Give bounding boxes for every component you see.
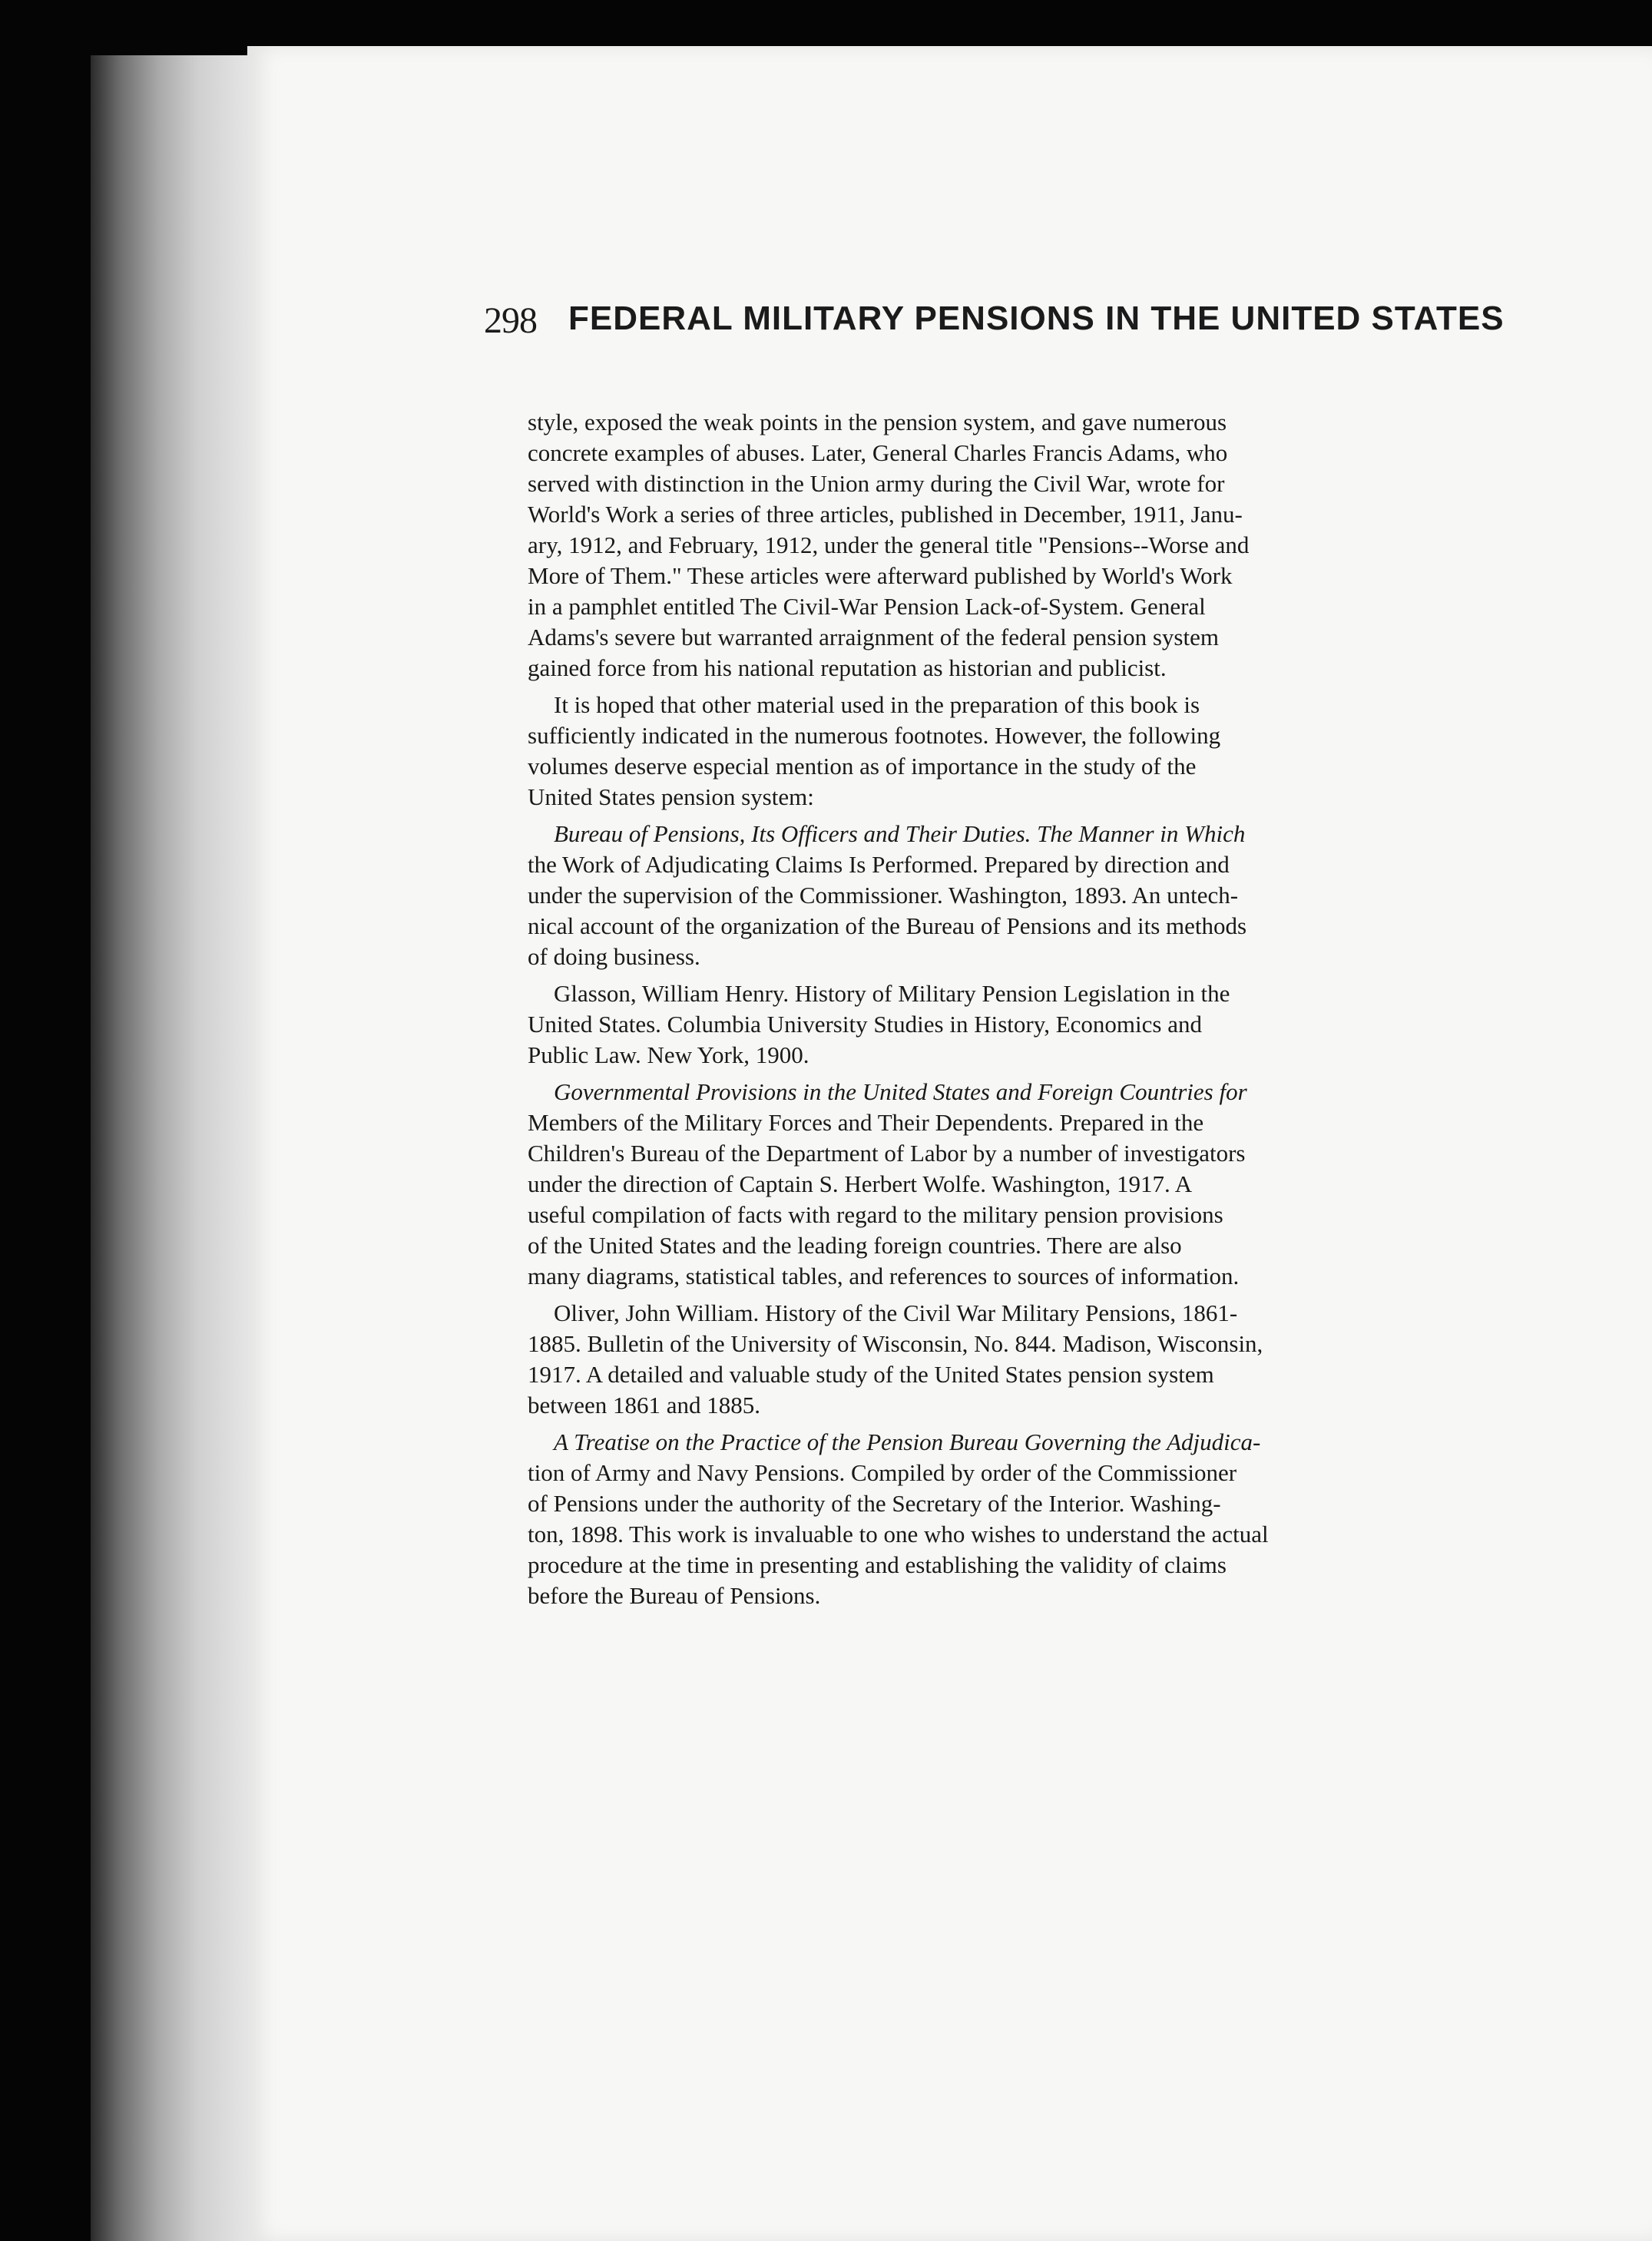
text-line: in a pamphlet entitled The Civil-War Pension Lack-of-System. General <box>528 593 1206 620</box>
continued-paragraph <box>528 407 1652 684</box>
text-line: United States pension system: <box>528 783 814 810</box>
text-line: concrete examples of abuses. Later, General Charles Francis Adams, who <box>528 439 1228 466</box>
text-line: Oliver, John William. History of the Civil War Military Pensions, 1861- <box>554 1299 1238 1326</box>
text-line: gained force from his national reputation as historian and publicist. <box>528 654 1167 681</box>
text-line: Children's Bureau of the Department of Labor by a number of investigators <box>528 1140 1246 1167</box>
bibliography-entry-oliver <box>528 1298 1652 1421</box>
text-line: A Treatise on the Practice of the Pension Bureau Governing the Adjudica- <box>554 1428 1261 1455</box>
text-line: Bureau of Pensions, Its Officers and Their Duties. The Manner in Which <box>554 820 1246 847</box>
page-header <box>484 300 1651 361</box>
text-line: Governmental Provisions in the United States and Foreign Countries for <box>554 1078 1247 1105</box>
running-title: FEDERAL MILITARY PENSIONS IN THE UNITED STATES <box>568 300 1505 337</box>
text-line: World's Work a series of three articles, published in December, 1911, Janu- <box>528 501 1243 528</box>
bibliography-entry-glasson <box>528 978 1652 1071</box>
text-line: of Pensions under the authority of the Secretary of the Interior. Washing- <box>528 1490 1221 1517</box>
intro-paragraph <box>528 690 1652 813</box>
bibliography-entry-governmental-provisions <box>528 1077 1652 1292</box>
text-line: It is hoped that other material used in the preparation of this book is <box>554 691 1200 718</box>
text-line: Public Law. New York, 1900. <box>528 1041 809 1068</box>
text-line: nical account of the organization of the Bureau of Pensions and its methods <box>528 912 1247 939</box>
book-binding-shadow <box>91 55 252 2241</box>
text-line: of doing business. <box>528 943 700 970</box>
text-line: under the supervision of the Commissioner. Washington, 1893. An untech- <box>528 882 1239 909</box>
bibliography-entry-bureau-of-pensions <box>528 819 1652 972</box>
text-line: under the direction of Captain S. Herbert Wolfe. Washington, 1917. A <box>528 1170 1193 1197</box>
scanned-book-page <box>247 46 1652 2241</box>
page-body-text <box>528 407 1652 1617</box>
text-line: useful compilation of facts with regard to the military pension provisions <box>528 1201 1223 1228</box>
text-line: United States. Columbia University Studies in History, Economics and <box>528 1011 1202 1038</box>
text-line: of the United States and the leading foreign countries. There are also <box>528 1232 1182 1259</box>
text-line: between 1861 and 1885. <box>528 1392 761 1418</box>
text-line: Members of the Military Forces and Their Dependents. Prepared in the <box>528 1109 1204 1136</box>
text-line: More of Them." These articles were afterward published by World's Work <box>528 562 1233 589</box>
text-line: Glasson, William Henry. History of Military Pension Legislation in the <box>554 980 1230 1007</box>
bibliography-entry-treatise <box>528 1427 1652 1611</box>
text-line: the Work of Adjudicating Claims Is Performed. Prepared by direction and <box>528 851 1230 878</box>
text-line: ton, 1898. This work is invaluable to one who wishes to understand the actual <box>528 1521 1269 1548</box>
text-line: volumes deserve especial mention as of importance in the study of the <box>528 753 1197 780</box>
text-line: many diagrams, statistical tables, and references to sources of information. <box>528 1263 1240 1289</box>
text-line: served with distinction in the Union army during the Civil War, wrote for <box>528 470 1225 497</box>
text-line: style, exposed the weak points in the pension system, and gave numerous <box>528 409 1227 435</box>
text-line: ary, 1912, and February, 1912, under the general title "Pensions--Worse and <box>528 531 1250 558</box>
text-line: 1917. A detailed and valuable study of the United States pension system <box>528 1361 1214 1388</box>
page-number: 298 <box>484 300 537 341</box>
text-line: before the Bureau of Pensions. <box>528 1582 821 1609</box>
text-line: tion of Army and Navy Pensions. Compiled by order of the Commissioner <box>528 1459 1237 1486</box>
text-line: sufficiently indicated in the numerous footnotes. However, the following <box>528 722 1221 749</box>
text-line: 1885. Bulletin of the University of Wisconsin, No. 844. Madison, Wisconsin, <box>528 1330 1263 1357</box>
text-line: Adams's severe but warranted arraignment of the federal pension system <box>528 624 1219 650</box>
text-line: procedure at the time in presenting and establishing the validity of claims <box>528 1551 1227 1578</box>
